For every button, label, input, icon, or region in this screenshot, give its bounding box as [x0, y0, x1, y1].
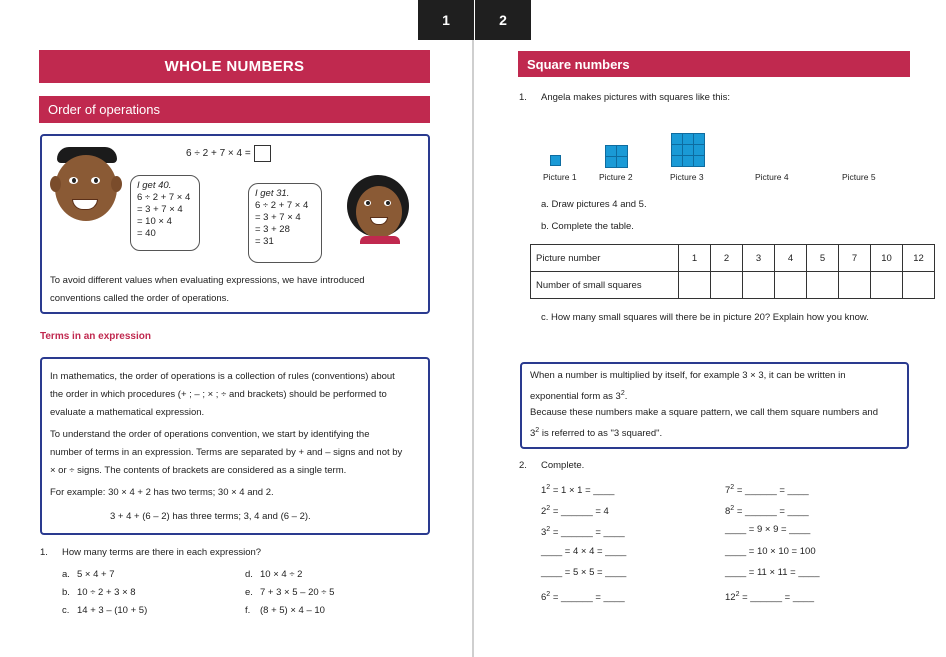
squares-table [530, 244, 935, 299]
q2-rest: = ______ = ____ [550, 592, 625, 604]
girl-bubble-line: 6 ÷ 2 + 7 × 4 [255, 200, 309, 211]
q2-item[interactable] [725, 503, 809, 518]
table-answer-cell[interactable] [679, 272, 711, 299]
table-cell: 2 [711, 245, 743, 272]
question-1c: c. How many small squares will there be in picture 20? Explain how you know. [541, 312, 869, 323]
question-1-text: Angela makes pictures with squares like this: [541, 92, 731, 103]
q2-item[interactable] [541, 524, 625, 539]
q2-item[interactable] [725, 482, 809, 497]
table-row [531, 245, 935, 272]
q2-item[interactable] [725, 589, 814, 604]
exponent-sup: 2 [535, 427, 540, 434]
q1-item-label: e. [245, 587, 253, 598]
picture-label: Picture 5 [842, 172, 876, 182]
exponent-info-text: 3 [530, 428, 536, 440]
q2-rest: = 1 × 1 = ____ [550, 485, 615, 497]
table-cell: 3 [743, 245, 775, 272]
q2-base: 3 [541, 527, 547, 539]
q2-item[interactable] [725, 567, 819, 579]
q1-item-label: b. [62, 587, 70, 598]
q2-rest: = ______ = ____ [734, 506, 809, 518]
picture-3-grid [671, 133, 705, 167]
q2-base: 2 [541, 506, 547, 518]
info-line: number of terms in an expression. Terms are separated by + and – signs and not by [50, 447, 403, 458]
picture-2-grid [605, 145, 628, 168]
info-box [40, 357, 430, 535]
picture-label: Picture 3 [670, 172, 704, 182]
table-header-cell: Number of small squares [531, 272, 679, 299]
boy-bubble-line: = 40 [137, 228, 156, 239]
girl-bubble-line: = 3 + 7 × 4 [255, 212, 301, 223]
picture-label: Picture 1 [543, 172, 577, 182]
girl-bubble-line: = 3 + 28 [255, 224, 290, 235]
girl-bubble-line: I get 31. [255, 188, 290, 199]
table-answer-cell[interactable] [903, 272, 935, 299]
q1-item-label: f. [245, 605, 251, 616]
q2-item[interactable] [541, 546, 626, 558]
q2-item[interactable] [541, 567, 626, 579]
question-2-number: 2. [519, 460, 527, 471]
info-line: To understand the order of operations convention, we start by identifying the [50, 429, 370, 440]
intro-line: To avoid different values when evaluating expressions, we have introduced [50, 275, 365, 286]
terms-heading: Terms in an expression [40, 331, 151, 342]
question-1-number: 1. [40, 547, 48, 558]
table-answer-cell[interactable] [807, 272, 839, 299]
table-answer-cell[interactable] [775, 272, 807, 299]
q2-item[interactable] [725, 524, 810, 536]
q2-rest: = ______ = ____ [739, 592, 814, 604]
equation-text: 6 ÷ 2 + 7 × 4 = [186, 148, 251, 160]
page-gutter [472, 0, 474, 657]
info-line: For example: 30 × 4 + 2 has two terms; 30 × 4 and 2. [50, 487, 274, 498]
q2-base: 8 [725, 506, 731, 518]
q2-base: 6 [541, 592, 547, 604]
info-line: the order in which procedures (+ ; – ; × ; ÷ and brackets) should be performed to [50, 389, 387, 400]
question-1a: a. Draw pictures 4 and 5. [541, 199, 647, 210]
info-line: 3 + 4 + (6 – 2) has three terms; 3, 4 and (6 – 2). [110, 511, 311, 522]
q2-sup: 2 [730, 505, 735, 512]
question-2-text: Complete. [541, 460, 585, 471]
q2-rest: ____ = 4 × 4 = ____ [541, 546, 627, 557]
q2-base: 1 [541, 485, 547, 497]
question-1-text: How many terms are there in each expression? [62, 547, 262, 558]
question-1-number: 1. [519, 92, 527, 103]
boy-bubble-line: 6 ÷ 2 + 7 × 4 [137, 192, 191, 203]
intro-line: conventions called the order of operations. [50, 293, 230, 304]
exponent-info-text: exponential form as 3 [530, 391, 621, 403]
table-answer-cell[interactable] [711, 272, 743, 299]
table-answer-cell[interactable] [743, 272, 775, 299]
q2-sup: 2 [546, 484, 551, 491]
exponent-info-line [530, 388, 627, 403]
q2-sup: 2 [546, 526, 551, 533]
q2-sup: 2 [546, 505, 551, 512]
exponent-info-text: . [624, 391, 628, 403]
picture-1-square [550, 155, 561, 166]
section-title: Order of operations [39, 96, 430, 123]
info-line: In mathematics, the order of operations is a collection of rules (conventions) about [50, 371, 395, 382]
q2-item[interactable] [725, 546, 816, 558]
q1-item-expr: 7 + 3 × 5 – 20 ÷ 5 [260, 587, 335, 598]
table-cell: 1 [679, 245, 711, 272]
q2-rest: ____ = 11 × 11 = ____ [725, 567, 820, 578]
girl-bubble-line: = 31 [255, 236, 274, 247]
chapter-title: WHOLE NUMBERS [39, 50, 430, 83]
q2-rest: = ______ = 4 [550, 506, 609, 518]
q2-sup: 2 [730, 484, 735, 491]
table-cell: 5 [807, 245, 839, 272]
info-line: × or ÷ signs. The contents of brackets are considered as a single term. [50, 465, 347, 476]
q1-item-expr: 5 × 4 + 7 [77, 569, 115, 580]
q2-base: 7 [725, 485, 731, 497]
q2-rest: = ______ = ____ [734, 485, 809, 497]
page-tab-1[interactable]: 1 [418, 0, 474, 40]
table-row [531, 272, 935, 299]
table-header-cell: Picture number [531, 245, 679, 272]
picture-label: Picture 2 [599, 172, 633, 182]
boy-bubble-line: I get 40. [137, 180, 172, 191]
exponent-info-line: Because these numbers make a square pattern, we call them square numbers and [530, 407, 878, 418]
answer-box[interactable] [254, 145, 271, 162]
q2-rest: = ______ = ____ [550, 527, 625, 539]
q2-item[interactable] [541, 503, 609, 518]
page-tab-2[interactable]: 2 [475, 0, 531, 40]
table-cell: 4 [775, 245, 807, 272]
q2-sup: 2 [546, 591, 551, 598]
exponent-info-line: When a number is multiplied by itself, for example 3 × 3, it can be written in [530, 370, 846, 381]
q2-item[interactable] [541, 482, 614, 497]
exponent-info-line [530, 425, 662, 440]
section-title-square-numbers: Square numbers [518, 51, 910, 77]
table-cell: 10 [871, 245, 903, 272]
q1-item-expr: 10 × 4 ÷ 2 [260, 569, 303, 580]
q1-item-label: c. [62, 605, 70, 616]
exponent-info-text: is referred to as "3 squared". [539, 428, 663, 440]
info-line: evaluate a mathematical expression. [50, 407, 205, 418]
table-answer-cell[interactable] [839, 272, 871, 299]
picture-label: Picture 4 [755, 172, 789, 182]
girl-speech-bubble [248, 183, 322, 263]
table-cell: 7 [839, 245, 871, 272]
table-cell: 12 [903, 245, 935, 272]
q1-item-label: a. [62, 569, 70, 580]
q1-item-expr: 14 + 3 – (10 + 5) [77, 605, 148, 616]
equation [186, 145, 271, 163]
q1-item-expr: 10 ÷ 2 + 3 × 8 [77, 587, 136, 598]
q2-rest: ____ = 9 × 9 = ____ [725, 524, 811, 535]
question-1b: b. Complete the table. [541, 221, 634, 232]
q2-rest: ____ = 10 × 10 = 100 [725, 546, 816, 557]
q2-base: 12 [725, 592, 736, 604]
exponent-sup: 2 [620, 390, 625, 397]
boy-bubble-line: = 10 × 4 [137, 216, 172, 227]
table-answer-cell[interactable] [871, 272, 903, 299]
q1-item-label: d. [245, 569, 253, 580]
q2-rest: ____ = 5 × 5 = ____ [541, 567, 627, 578]
boy-speech-bubble [130, 175, 200, 251]
boy-bubble-line: = 3 + 7 × 4 [137, 204, 183, 215]
q2-item[interactable] [541, 589, 625, 604]
q2-sup: 2 [735, 591, 740, 598]
q1-item-expr: (8 + 5) × 4 – 10 [260, 605, 325, 616]
